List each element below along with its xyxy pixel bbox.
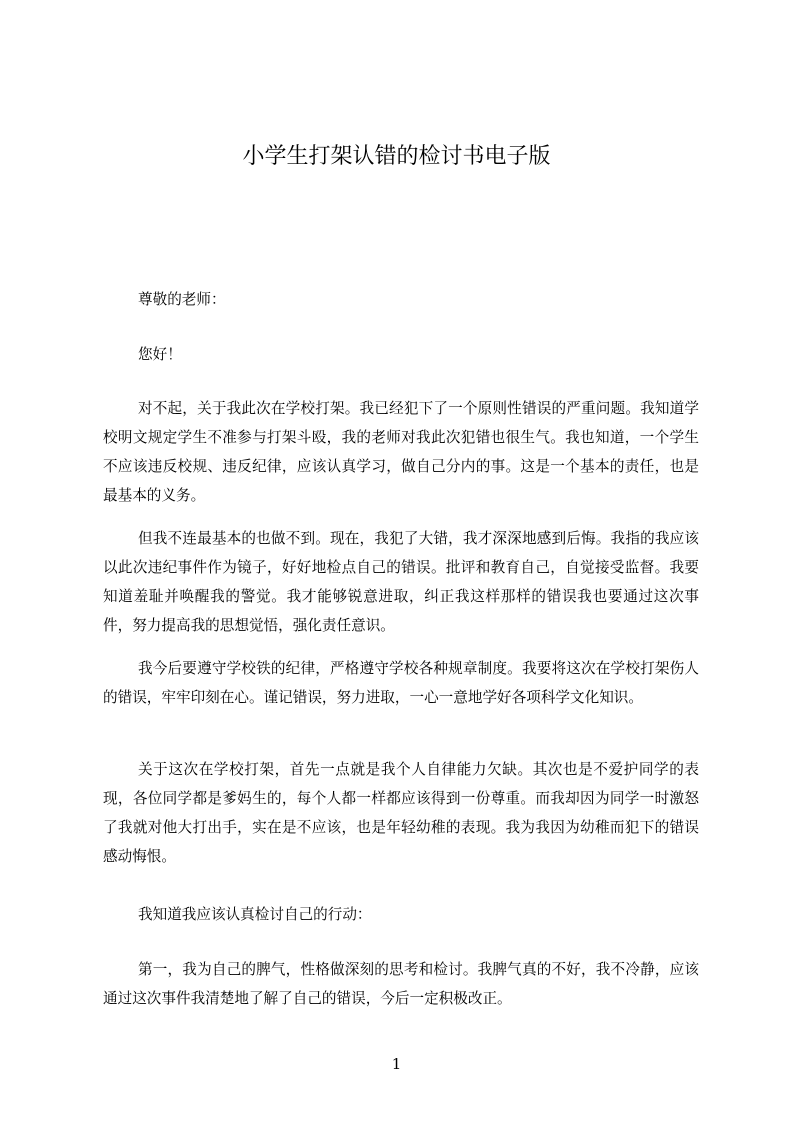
- paragraph-regret: 但我不连最基本的也做不到。现在，我犯了大错，我才深深地感到后悔。我指的我应该以此次违纪事件作为镜子，好好地检点自己的错误。批评和教育自己，自觉接受监督。我要知道羞耻并唤醒我的警觉。我才能够锐意进取，纠正我这样那样的错误我也要通过这次事件，努力提高我的思想觉悟，强化责任意识。: [103, 530, 699, 634]
- paragraph-commitment: 我今后要遵守学校铁的纪律，严格遵守学校各种规章制度。我要将这次在学校打架伤人的错误，牢牢印刻在心。谨记错误，努力进取，一心一意地学好各项科学文化知识。: [103, 660, 699, 706]
- paragraph-intro-actions: 我知道我应该认真检讨自己的行动：: [138, 906, 372, 923]
- page-number: 1: [391, 1055, 402, 1073]
- salutation: 尊敬的老师：: [138, 291, 226, 308]
- greeting: 您好！: [138, 346, 182, 363]
- paragraph-apology: 对不起，关于我此次在学校打架。我已经犯下了一个原则性错误的严重问题。我知道学校明文规定学生不准参与打架斗殴，我的老师对我此次犯错也很生气。我也知道，一个学生不应该违反校规、违反纪律，应该认真学习，做自己分内的事。这是一个基本的责任，也是最基本的义务。: [103, 400, 699, 504]
- paragraph-first-point: 第一，我为自己的脾气，性格做深刻的思考和检讨。我脾气真的不好，我不冷静，应该通过这次事件我清楚地了解了自己的错误，今后一定积极改正。: [103, 961, 699, 1007]
- document-title: 小学生打架认错的检讨书电子版: [242, 144, 551, 169]
- paragraph-reflection: 关于这次在学校打架，首先一点就是我个人自律能力欠缺。其次也是不爱护同学的表现，各位同学都是爹妈生的，每个人都一样都应该得到一份尊重。而我却因为同学一时激怒了我就对他大打出手，实在是不应该，也是年轻幼稚的表现。我为我因为幼稚而犯下的错误感动悔恨。: [103, 761, 699, 865]
